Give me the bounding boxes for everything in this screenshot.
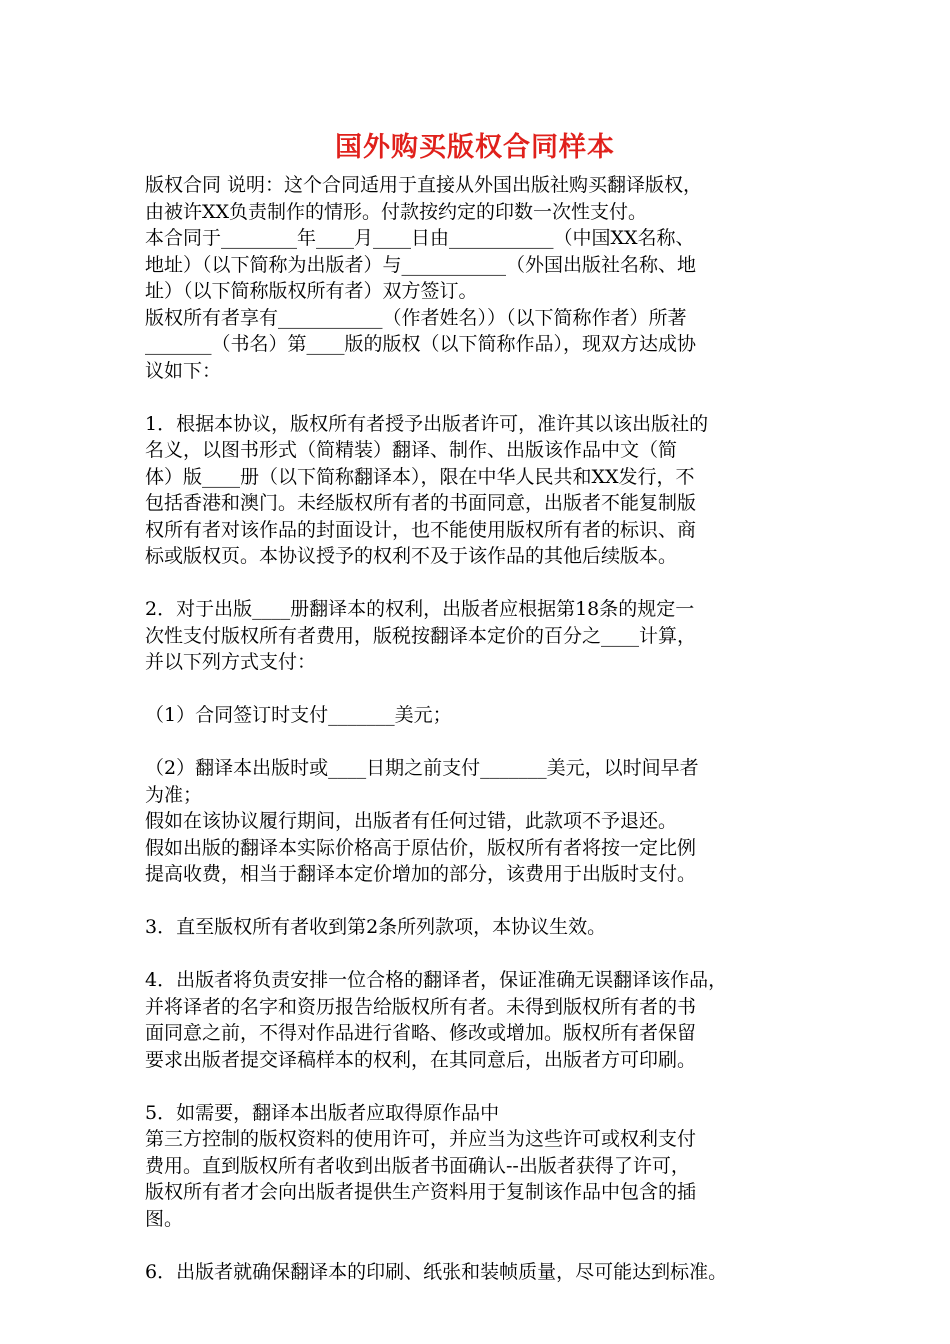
text-line: 1．根据本协议，版权所有者授予出版者许可，准许其以该出版社的 — [145, 412, 709, 435]
text-line: 名义，以图书形式（简精装）翻译、制作、出版该作品中文（简 — [145, 439, 678, 461]
text-line: 假如出版的翻译本实际价格高于原估价，版权所有者将按一定比例 — [145, 836, 697, 859]
text-line: （2）翻译本出版时或____日期之前支付_______美元，以时间早者 — [145, 757, 699, 779]
text-line: 3．直至版权所有者收到第2条所列款项，本协议生效。 — [145, 916, 607, 938]
text-line: 标或版权页。本协议授予的权利不及于该作品的其他后续版本。 — [145, 545, 678, 567]
blank-line — [145, 729, 825, 756]
text-line: 5．如需要，翻译本出版者应取得原作品中 — [145, 1101, 500, 1124]
text-line: 假如在该协议履行期间，出版者有任何过错，此款项不予退还。 — [145, 810, 678, 832]
blank-line — [145, 676, 825, 703]
text-line: 为准； — [145, 783, 203, 806]
text-line: 费用。直到版权所有者收到出版者书面确认--出版者获得了许可， — [145, 1154, 690, 1177]
text-line: 4．出版者将负责安排一位合格的翻译者，保证准确无误翻译该作品， — [145, 969, 728, 991]
blank-line — [145, 1073, 825, 1100]
text-line: 面同意之前，不得对作品进行省略、修改或增加。版权所有者保留 — [145, 1022, 697, 1044]
blank-line — [145, 1232, 825, 1259]
text-line: _______（书名）第____版的版权（以下简称作品），现双方达成协 — [145, 333, 697, 355]
text-line: （1）合同签订时支付_______美元； — [145, 704, 452, 726]
text-line: 图。 — [145, 1207, 184, 1230]
text-line: 版权所有者才会向出版者提供生产资料用于复制该作品中包含的插 — [145, 1181, 697, 1203]
blank-line — [145, 384, 825, 411]
text-line: 版权所有者享有___________（作者姓名））（以下简称作者）所著 — [145, 306, 687, 329]
text-line: 版权合同 说明：这个合同适用于直接从外国出版社购买翻译版权， — [145, 174, 703, 196]
text-line: 第三方控制的版权资料的使用许可，并应当为这些许可或权利支付 — [145, 1128, 697, 1150]
document-title: 国外购买版权合同样本 — [335, 132, 615, 163]
text-line: 体）版____册（以下简称翻译本），限在中华人民共和XX发行，不 — [145, 465, 695, 488]
text-line: 2．对于出版____册翻译本的权利，出版者应根据第18条的规定一 — [145, 598, 695, 620]
text-line: 权所有者对该作品的封面设计，也不能使用版权所有者的标识、商 — [145, 518, 697, 541]
text-line: 并将译者的名字和资历报告给版权所有者。未得到版权所有者的书 — [145, 995, 697, 1018]
text-line: 地址）（以下简称为出版者）与___________（外国出版社名称、地 — [145, 253, 697, 276]
blank-line — [145, 888, 825, 915]
text-line: 要求出版者提交译稿样本的权利，在其同意后，出版者方可印刷。 — [145, 1048, 697, 1071]
text-line: 次性支付版权所有者费用，版税按翻译本定价的百分之____计算， — [145, 624, 697, 647]
text-line: 议如下： — [145, 359, 222, 382]
text-line: 址）（以下简称版权所有者）双方签订。 — [145, 280, 478, 302]
text-line: 并以下列方式支付： — [145, 651, 317, 673]
text-line: 本合同于________年____月____日由___________（中国XX名称、 — [145, 227, 695, 249]
text-line: 提高收费，相当于翻译本定价增加的部分，该费用于出版时支付。 — [145, 863, 697, 885]
document-body — [145, 172, 825, 1285]
blank-line — [145, 570, 825, 597]
text-line: 6．出版者就确保翻译本的印刷、纸张和装帧质量，尽可能达到标准。 — [145, 1260, 728, 1283]
blank-line — [145, 941, 825, 968]
text-line: 由被许XX负责制作的情形。付款按约定的印数一次性支付。 — [145, 200, 648, 223]
text-line: 包括香港和澳门。未经版权所有者的书面同意，出版者不能复制版 — [145, 492, 697, 514]
